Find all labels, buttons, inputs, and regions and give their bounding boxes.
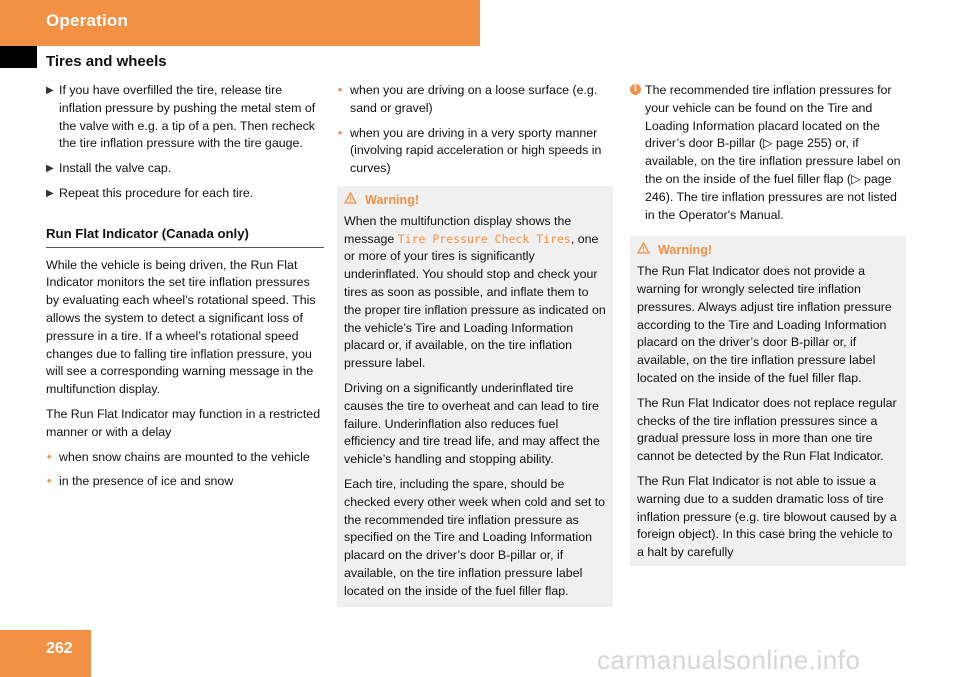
list-item-text: when snow chains are mounted to the vehicle xyxy=(59,449,310,464)
paragraph: Driving on a significantly underinflated tire causes the tire to overheat and can lead to tire failure. Underinflation also reduces fuel efficiency and tire tread life, and may affect the vehicle’s handling and stopping ability. xyxy=(344,380,600,467)
column-middle xyxy=(337,82,613,607)
list-item xyxy=(46,449,324,467)
paragraph: The Run Flat Indicator does not provide a warning for wrongly selected tire inflation pressures. Always adjust tire inflation pressure according to the Tire and Loading Information placard on the driver’s door B-pillar or, if available, on the tire inflation pressure label located on the inside of the fuel filler flap. xyxy=(637,264,892,385)
arrow-icon: ▶ xyxy=(46,85,54,96)
warning-heading xyxy=(344,192,606,210)
list-item xyxy=(337,82,613,118)
paragraph: The Run Flat Indicator is not able to issue a warning due to a sudden dramatic loss of tire inflation pressure (e.g. tire blowout caused by a foreign object). In this case bring the vehicle to a halt by carefully xyxy=(637,473,897,560)
display-message: Tire Pressure Check Tires xyxy=(397,231,571,246)
page-ref-arrow-icon: ▷ xyxy=(850,171,864,186)
warning-title: Warning! xyxy=(658,243,713,258)
list-item xyxy=(337,125,613,178)
info-note xyxy=(630,82,906,224)
paragraph: The Run Flat Indicator may function in a restricted manner or with a delay xyxy=(46,406,321,439)
list-item-text: when you are driving on a loose surface (e.g. sand or gravel) xyxy=(350,83,598,115)
step-item xyxy=(46,82,324,153)
page-number: 262 xyxy=(46,640,73,657)
subsection-heading: Run Flat Indicator (Canada only) xyxy=(46,225,324,248)
paragraph: The Run Flat Indicator does not replace regular checks of the tire inflation pressures since a gradual pressure loss in more than one tire cannot be detected by the Run Flat Indicator. xyxy=(637,395,897,464)
step-item xyxy=(46,160,324,178)
paragraph: Each tire, including the spare, should be checked every other week when cold and set to the recommended tire inflation pressure as specified on the Tire and Loading Information placard on the driver’s door B-pillar or, if available, on the tire inflation pressure label located on the inside of the fuel filler flap. xyxy=(344,476,606,598)
list-item-text: when you are driving in a very sporty manner (involving rapid acceleration or high speeds in curves) xyxy=(350,125,602,176)
text: The recommended tire inflation pressures for your vehicle can be found on the Tire and Loading Information placard located on the driver’s door B-pillar ( xyxy=(645,83,892,151)
bullet-icon: • xyxy=(338,125,343,140)
text: , one or more of your tires is significantly underinflated. You should stop and check your tires as soon as possible, and inflate them to the proper tire inflation pressure as indicated on the vehicle’s Tire and Loading Information placard or, if available, on the tire inflation pressure label. xyxy=(344,231,606,371)
warning-triangle-icon xyxy=(637,242,650,260)
page-ref-arrow-icon: ▷ xyxy=(762,136,776,151)
section-title: Tires and wheels xyxy=(46,53,167,70)
list-item xyxy=(46,473,324,491)
paragraph xyxy=(344,213,606,373)
step-item xyxy=(46,185,324,203)
warning-box xyxy=(630,236,906,566)
column-right xyxy=(630,82,906,566)
info-icon: i xyxy=(630,84,641,95)
list-item-text: in the presence of ice and snow xyxy=(59,474,234,489)
bullet-icon: • xyxy=(47,474,52,489)
step-text: Install the valve cap. xyxy=(59,161,172,176)
bullet-icon: • xyxy=(47,449,52,464)
section-marker xyxy=(0,46,37,68)
paragraph: While the vehicle is being driven, the Run Flat Indicator monitors the set tire inflation pressures by evaluating each wheel’s rotational speed. This allows the system to detect a significant loss of pressure in a tire. If a wheel’s rotational speed changes due to falling tire inflation pressure, you will see a corresponding warning message in the multifunction display. xyxy=(46,257,316,397)
page-reference[interactable]: page 246 xyxy=(645,171,892,204)
warning-heading xyxy=(637,242,899,260)
text: ) or, if available, on the tire inflation pressure label on the on the inside of the fuel filler flap ( xyxy=(645,136,901,186)
arrow-icon: ▶ xyxy=(46,163,54,175)
warning-title: Warning! xyxy=(365,192,420,207)
arrow-icon: ▶ xyxy=(46,187,54,199)
bullet-icon: • xyxy=(338,83,343,97)
warning-triangle-icon xyxy=(344,192,357,210)
text: When the multifunction display shows the message xyxy=(344,213,572,246)
step-text: Repeat this procedure for each tire. xyxy=(59,185,254,200)
page-reference[interactable]: page 255 xyxy=(775,136,828,151)
column-left xyxy=(46,82,324,498)
chapter-title: Operation xyxy=(46,11,129,30)
step-text: If you have overfilled the tire, release tire inflation pressure by pushing the metal stem of the valve with e.g. a tip of a pen. Then recheck the tire inflation pressure with the tire gauge. xyxy=(59,83,316,151)
text: ). The tire inflation pressures are not listed in the Operator's Manual. xyxy=(645,189,897,222)
warning-box xyxy=(337,186,613,607)
watermark: carmanualsonline.info xyxy=(597,645,861,675)
